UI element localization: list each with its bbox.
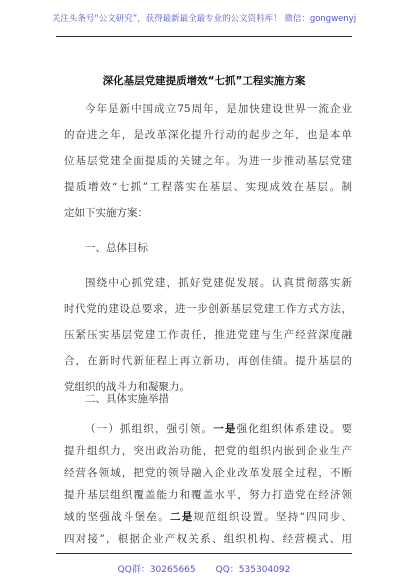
intro-line: 今年是新中国成立75周年，是加快建设世界一流企业 (85, 103, 352, 115)
footer-qq-contact: QQ：535304092 (215, 565, 291, 575)
document-title: 深化基层党建提质增效“七抓”工程实施方案 (102, 75, 306, 87)
measure-1-label: （一）抓组织，强引领。 (85, 423, 214, 435)
measure-text: 强化组织体系建设。要 (236, 423, 353, 435)
footer (0, 562, 408, 575)
intro-line: 定如下实施方案： (64, 207, 148, 219)
section2-line: 经营各领域，把党的领导融入企业改革发展全过程，不断 (64, 467, 352, 479)
section1-line: 时代党的建设总要求，进一步创新基层党建工作方式方法， (64, 303, 352, 315)
intro-line: 提质增效“七抓”工程落实在基层、实现成效在基层。制 (64, 181, 352, 193)
section1-line: 压紧压实基层党建工作责任，推进党建与生产经营深度融 (64, 329, 352, 341)
section2-line: 四对接”，根据企业产权关系、组织机构、经营模式、用 (64, 533, 352, 545)
footer-qq-group: QQ群：30265665 (117, 565, 196, 575)
measure-text: 规范组织设置。坚持“四同步、 (193, 511, 353, 523)
intro-line: 位基层党建全面提质的关键之年。为进一步推动基层党建 (64, 155, 352, 167)
section2-line: 提升组织力，突出政治功能，把党的组织内嵌到企业生产 (64, 445, 352, 457)
measure-text: 域的坚强战斗堡垒。 (64, 511, 170, 523)
section1-line: 合，在新时代新征程上再立新功，再创佳绩。提升基层的 (64, 355, 352, 367)
point-marker-two: 二是 (169, 511, 194, 523)
section1-line: 党组织的战斗力和凝聚力。 (64, 381, 190, 393)
header-notice: 关注头条号“公文研究”，获得最新最全最专业的公文资料库！ 微信：gongwenyj (51, 14, 357, 24)
point-marker-one: 一是 (213, 423, 237, 435)
section-heading-goals: 一、总体目标 (85, 242, 148, 254)
section2-line (85, 422, 352, 436)
header-divider (56, 36, 352, 37)
section2-line: 提升基层组织覆盖能力和覆盖水平，努力打造党在经济领 (64, 489, 352, 501)
section1-line: 围绕中心抓党建，抓好党建促发展。认真贯彻落实新 (85, 277, 352, 289)
footer-divider (56, 553, 352, 554)
section2-line (64, 510, 352, 524)
section-heading-measures: 二、具体实施举措 (85, 393, 169, 405)
intro-line: 的奋进之年，是改革深化提升行动的起步之年，也是本单 (64, 129, 352, 141)
